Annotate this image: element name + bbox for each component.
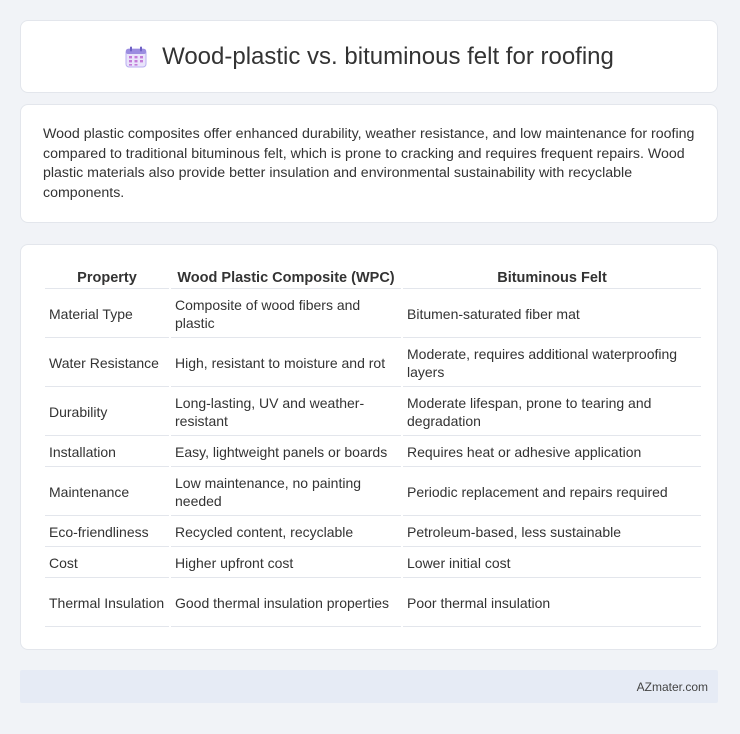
table-row [45,389,701,436]
wpc-cell: Composite of wood fibers and plastic [171,291,401,338]
comparison-table [43,265,703,629]
wpc-cell: Low maintenance, no painting needed [171,469,401,516]
table-row [45,580,701,627]
wpc-cell: High, resistant to moisture and rot [171,340,401,387]
bituminous-cell: Lower initial cost [403,549,701,578]
property-cell: Maintenance [45,469,169,516]
wpc-cell: Good thermal insulation properties [171,580,401,627]
bituminous-cell: Requires heat or adhesive application [403,438,701,467]
intro-card [20,104,718,223]
bituminous-cell: Petroleum-based, less sustainable [403,518,701,547]
bituminous-cell: Bitumen-saturated fiber mat [403,291,701,338]
table-row [45,469,701,516]
table-header-row [45,267,701,289]
comparison-table-card [20,244,718,650]
wpc-cell: Long-lasting, UV and weather-resistant [171,389,401,436]
calendar-icon [124,45,148,69]
table-row [45,518,701,547]
intro-text: Wood plastic composites offer enhanced durability, weather resistance, and low maintenance for roofing compared to traditional bituminous felt, which is prone to cracking and requires frequent repairs. Wood plastic materials also provide better insulation and environmental sustainability with recyclable components. [43,126,695,201]
wpc-cell: Recycled content, recyclable [171,518,401,547]
property-cell: Water Resistance [45,340,169,387]
page-title: Wood-plastic vs. bituminous felt for roofing [162,42,614,70]
footer-site-link[interactable]: AZmater.com [636,679,708,694]
bituminous-cell: Poor thermal insulation [403,580,701,627]
table-row [45,291,701,338]
property-cell: Durability [45,389,169,436]
property-cell: Cost [45,549,169,578]
table-row [45,340,701,387]
footer [20,670,718,703]
column-header-bituminous: Bituminous Felt [403,267,701,289]
column-header-wpc: Wood Plastic Composite (WPC) [171,267,401,289]
bituminous-cell: Moderate, requires additional waterproofing layers [403,340,701,387]
property-cell: Thermal Insulation [45,580,169,627]
wpc-cell: Higher upfront cost [171,549,401,578]
table-row [45,549,701,578]
column-header-property: Property [45,267,169,289]
property-cell: Eco-friendliness [45,518,169,547]
property-cell: Installation [45,438,169,467]
wpc-cell: Easy, lightweight panels or boards [171,438,401,467]
bituminous-cell: Periodic replacement and repairs required [403,469,701,516]
title-card [20,20,718,93]
table-row [45,438,701,467]
property-cell: Material Type [45,291,169,338]
bituminous-cell: Moderate lifespan, prone to tearing and degradation [403,389,701,436]
